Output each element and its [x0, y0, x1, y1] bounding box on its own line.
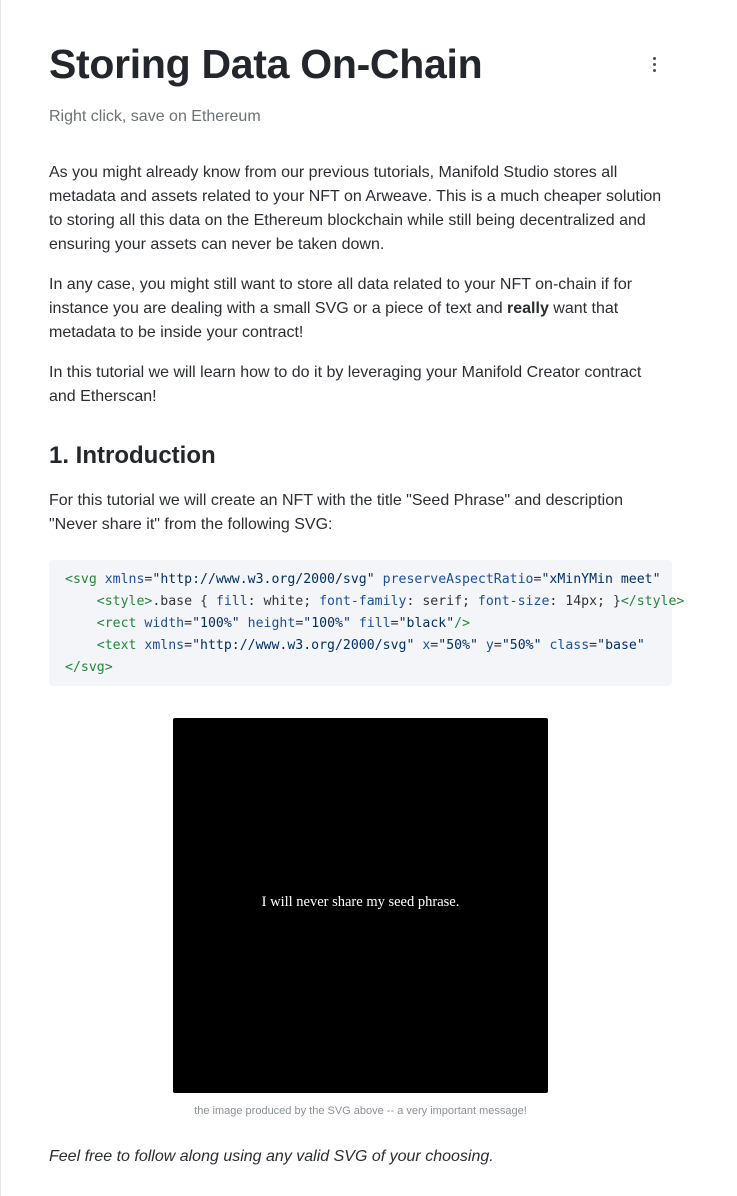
code-token: fill	[215, 594, 248, 609]
code-token: "100%"	[192, 616, 240, 631]
code-token: "black"	[398, 616, 455, 631]
code-token: "xMinYMin meet"	[541, 572, 661, 587]
code-token: : white;	[247, 594, 320, 609]
code-token: xmlns	[104, 572, 145, 587]
code-token: x	[422, 638, 431, 653]
code-token: font-size	[477, 594, 550, 609]
code-token: : 14px; }	[549, 594, 621, 609]
kebab-dot	[653, 57, 656, 60]
code-token: "base"	[597, 638, 645, 653]
code-token: <rect	[96, 616, 137, 631]
code-token: class	[549, 638, 590, 653]
section-paragraph: For this tutorial we will create an NFT with the title "Seed Phrase" and description "Never share it" from the following SVG:	[49, 492, 623, 533]
code-token: <svg	[65, 572, 97, 587]
kebab-dot	[653, 69, 656, 72]
svg-output-image	[173, 718, 548, 1093]
code-block[interactable]	[49, 560, 685, 686]
code-token: : serif;	[406, 594, 478, 609]
code-token: font-family	[319, 594, 407, 609]
code-token: <style>	[96, 594, 153, 609]
code-token: "http://www.w3.org/2000/svg"	[192, 638, 415, 653]
code-token: <text	[96, 638, 137, 653]
page-subtitle: Right click, save on Ethereum	[49, 108, 261, 125]
image-caption: the image produced by the SVG above -- a very important message!	[194, 1105, 527, 1117]
code-token: "100%"	[303, 616, 351, 631]
code-token: xmlns	[144, 638, 185, 653]
code-token: y	[485, 638, 494, 653]
code-token: </svg>	[65, 660, 113, 675]
paragraph-tutorial: In this tutorial we will learn how to do it by leveraging your Manifold Creator contract and Etherscan!	[49, 364, 642, 405]
section-heading-introduction: 1. Introduction	[49, 442, 216, 469]
code-token: fill	[358, 616, 391, 631]
left-border	[0, 0, 1, 1196]
closing-paragraph: Feel free to follow along using any valid SVG of your choosing.	[49, 1148, 494, 1165]
intro-paragraph: As you might already know from our previous tutorials, Manifold Studio stores all metadata and assets related to your NFT on Arweave. This is a much cheaper solution to storing all this data on the Ethereum blockchain while still being decentralized and ensuring your assets can never be taken down.	[49, 164, 662, 253]
code-content: <svg xmlns="http://www.w3.org/2000/svg" preserveAspectRatio="xMinYMin meet" <style>.base { fill: white; font-family: serif; font-size: 14px; }</style> <rect width="100%" height="100%" fill="black"/> <text xmlns="http://www.w3.org/2000/svg" x="50%" y="50%" class="base" </svg>	[65, 572, 685, 675]
code-token: preserveAspectRatio	[382, 572, 534, 587]
code-token: "50%"	[438, 638, 478, 653]
code-token: "http://www.w3.org/2000/svg"	[152, 572, 375, 587]
paragraph-text: In any case, you might still want to store all data related to your NFT on-chain if for instance you are dealing with a small SVG or a piece of text and	[49, 276, 633, 317]
code-token: width	[144, 616, 185, 631]
code-token: "50%"	[501, 638, 542, 653]
code-token: height	[247, 616, 296, 631]
figure-message: I will never share my seed phrase.	[261, 894, 460, 910]
emphasis-really: really	[507, 300, 549, 317]
paragraph-text: want that metadata to be inside your contract!	[49, 300, 619, 341]
code-token: </style>	[620, 594, 685, 609]
paragraph-onchain	[49, 273, 672, 345]
kebab-dot	[653, 63, 656, 66]
code-token: .base {	[152, 594, 216, 609]
kebab-menu-icon[interactable]	[646, 54, 662, 74]
code-token: />	[454, 616, 471, 631]
page-title: Storing Data On-Chain	[49, 41, 483, 87]
